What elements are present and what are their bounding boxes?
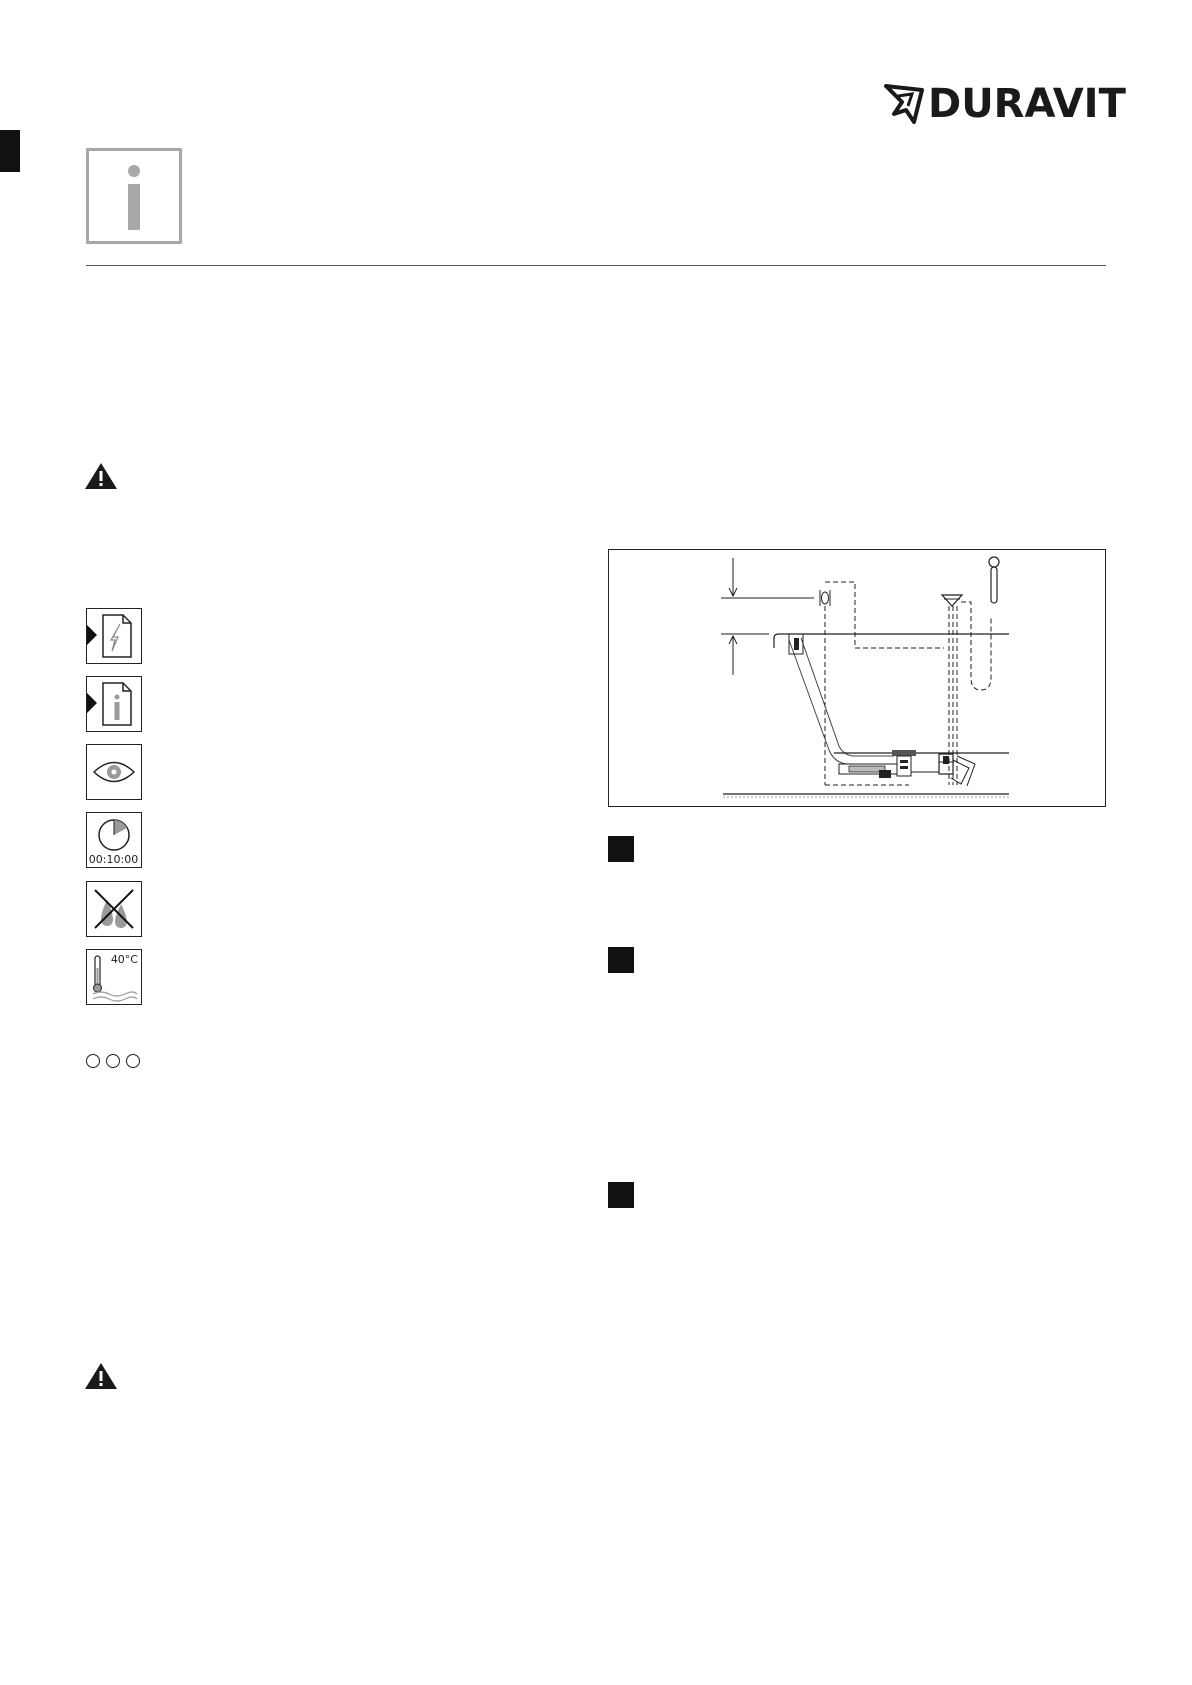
warning-triangle-icon <box>84 462 118 490</box>
warning-triangle-icon <box>84 1362 118 1390</box>
step-marker-1 <box>608 836 634 862</box>
eye-icon <box>86 744 142 800</box>
brand-logo <box>884 80 1126 130</box>
info-box <box>86 148 182 244</box>
brand-name: DURAVIT <box>928 81 1126 127</box>
installation-diagram <box>608 549 1106 807</box>
no-water-icon <box>86 881 142 937</box>
info-icon <box>89 151 179 241</box>
page-edge-tab <box>0 130 20 172</box>
step-marker-3 <box>608 1182 634 1208</box>
information-document-icon <box>86 676 142 732</box>
timer-label: 00:10:00 <box>88 853 139 866</box>
temperature-label: 40°C <box>110 953 138 966</box>
electrical-document-icon <box>86 608 142 664</box>
temperature-icon <box>86 949 142 1005</box>
bathtub-drain-diagram <box>609 550 1104 805</box>
step-marker-2 <box>608 947 634 973</box>
duravit-swoosh-icon <box>884 80 932 128</box>
step-circles <box>86 1053 146 1069</box>
header-divider <box>86 265 1106 266</box>
timer-icon <box>86 812 142 868</box>
